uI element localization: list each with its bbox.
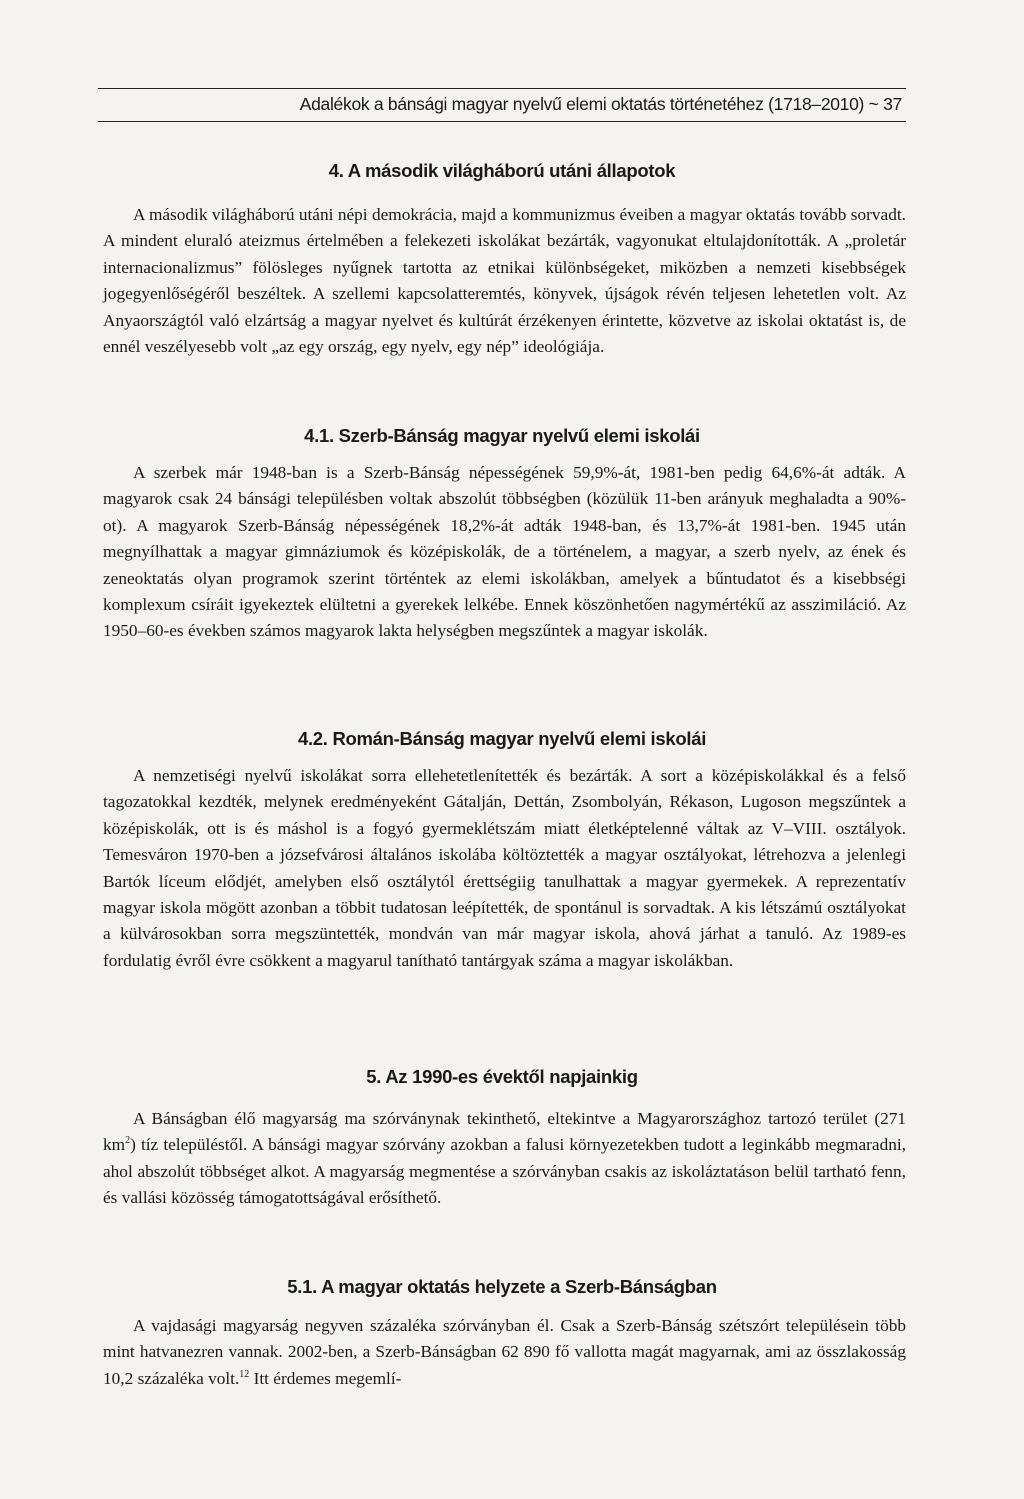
- section-paragraph-5-1: [103, 1313, 906, 1392]
- running-title: Adalékok a bánsági magyar nyelvű elemi oktatás történetéhez (1718–2010) ~ 37: [299, 94, 902, 114]
- paragraph-text: A Bánságban élő magyarság ma szórványnak tekinthető, eltekintve a Magyarországhoz tartozó terület (271 km: [103, 1109, 906, 1155]
- paragraph-text: A második világháború utáni népi demokrácia, majd a kommunizmus éveiben a magyar oktatás tovább sorvadt. A mindent eluraló ateizmus értelmében a felekezeti iskolákat bezárták, vagyonukat eltulajdonították. A „proletár internacionalizmus” fölösleges nyűgnek tartotta az etnikai különbségeket, miközben a nemzeti kisebbségek jogegyenlőségéről beszéltek. A szellemi kapcsolatteremtés, könyvek, újságok révén teljesen lehetetlen volt. Az Anyaországtól való elzártság a magyar nyelvet és kultúrát érzékenyen érintette, közvetve az iskolai oktatást is, de ennél veszélyesebb volt „az egy ország, egy nyelv, egy nép” ideológiája.: [103, 205, 906, 357]
- paragraph-text: A vajdasági magyarság negyven százaléka szórványban él. Csak a Szerb-Bánság szétszórt településein több mint hatvanezren vannak. 2002-ben, a Szerb-Bánságban 62 890 fő vallotta magát magyarnak, ami az összlakosság 10,2 százaléka volt.: [103, 1316, 906, 1388]
- section-paragraph-4-2: [103, 763, 906, 974]
- paragraph-text-cont: Itt érdemes megemlí-: [249, 1368, 402, 1388]
- paragraph-text: A szerbek már 1948-ban is a Szerb-Bánság népességének 59,9%-át, 1981-ben pedig 64,6%-át adták. A magyarok csak 24 bánsági településben voltak abszolút többségben (közülük 11-ben arányuk meghaladta a 90%-ot). A magyarok Szerb-Bánság népességének 18,2%-át adták 1948-ban, és 13,7%-át 1981-ben. 1945 után megnyílhattak a magyar gimnáziumok és középiskolák, de a történelem, a magyar, a szerb nyelv, az ének és zeneoktatás olyan programok szerint történtek az elemi iskolákban, amelyek a bűntudatot és a kisebbségi komplexum csíráit igyekeztek elültetni a gyerekek lelkébe. Ennek köszönhetően nagymértékű az asszimiláció. Az 1950–60-es években számos magyarok lakta helységben megszűntek a magyar iskolák.: [103, 463, 906, 641]
- section-heading-5-1: 5.1. A magyar oktatás helyzete a Szerb-Bánságban: [287, 1276, 717, 1297]
- section-paragraph-4-1: [103, 460, 906, 645]
- running-header: [98, 88, 906, 122]
- section-heading-4: 4. A második világháború utáni állapotok: [328, 160, 676, 181]
- paragraph-text-cont: ) tíz településtől. A bánsági magyar szórvány azokban a falusi környezetekben tudott a leginkább megmaradni, ahol abszolút többséget alkot. A magyarság megmentése a szórványban csakis az iskoláztatáson belül tartható fenn, és vallási közösség támogatottságával erősíthető.: [103, 1135, 906, 1208]
- section-paragraph-4: [103, 202, 906, 360]
- footnote-marker: 12: [239, 1369, 250, 1381]
- section-heading-4-1: 4.1. Szerb-Bánság magyar nyelvű elemi iskolái: [304, 425, 700, 446]
- superscript-exponent: 2: [125, 1135, 131, 1147]
- section-heading-5: 5. Az 1990-es évektől napjainkig: [366, 1066, 638, 1087]
- section-heading-4-2: 4.2. Román-Bánság magyar nyelvű elemi iskolái: [297, 728, 707, 749]
- section-paragraph-5: [103, 1106, 906, 1212]
- paragraph-text: A nemzetiségi nyelvű iskolákat sorra ellehetetlenítették és bezárták. A sort a középiskolákkal és a felső tagozatokkal kezdték, melynek eredményeként Gátalján, Dettán, Zsombolyán, Rékason, Lugoson megszűntek a középiskolák, ott is és máshol is a fogyó gyermeklétszám miatt életképtelenné váltak az V–VIII. osztályok. Temesváron 1970-ben a józsefvárosi általános iskolába költöztették a magyar osztályokat, létrehozva a jelenlegi Bartók líceum elődjét, amelyben első osztálytól érettségiig tanulhattak a magyar gyermekek. A reprezentatív magyar iskola mögött azonban a többit tudatosan leépítették, de spontánul is sorvadtak. A kis létszámú osztályokat a külvárosokban sorra megszüntették, mondván van már magyar iskola, ahová járhat a tanuló. Az 1989-es fordulatig évről évre csökkent a magyarul tanítható tantárgyak száma a magyar iskolákban.: [103, 766, 906, 970]
